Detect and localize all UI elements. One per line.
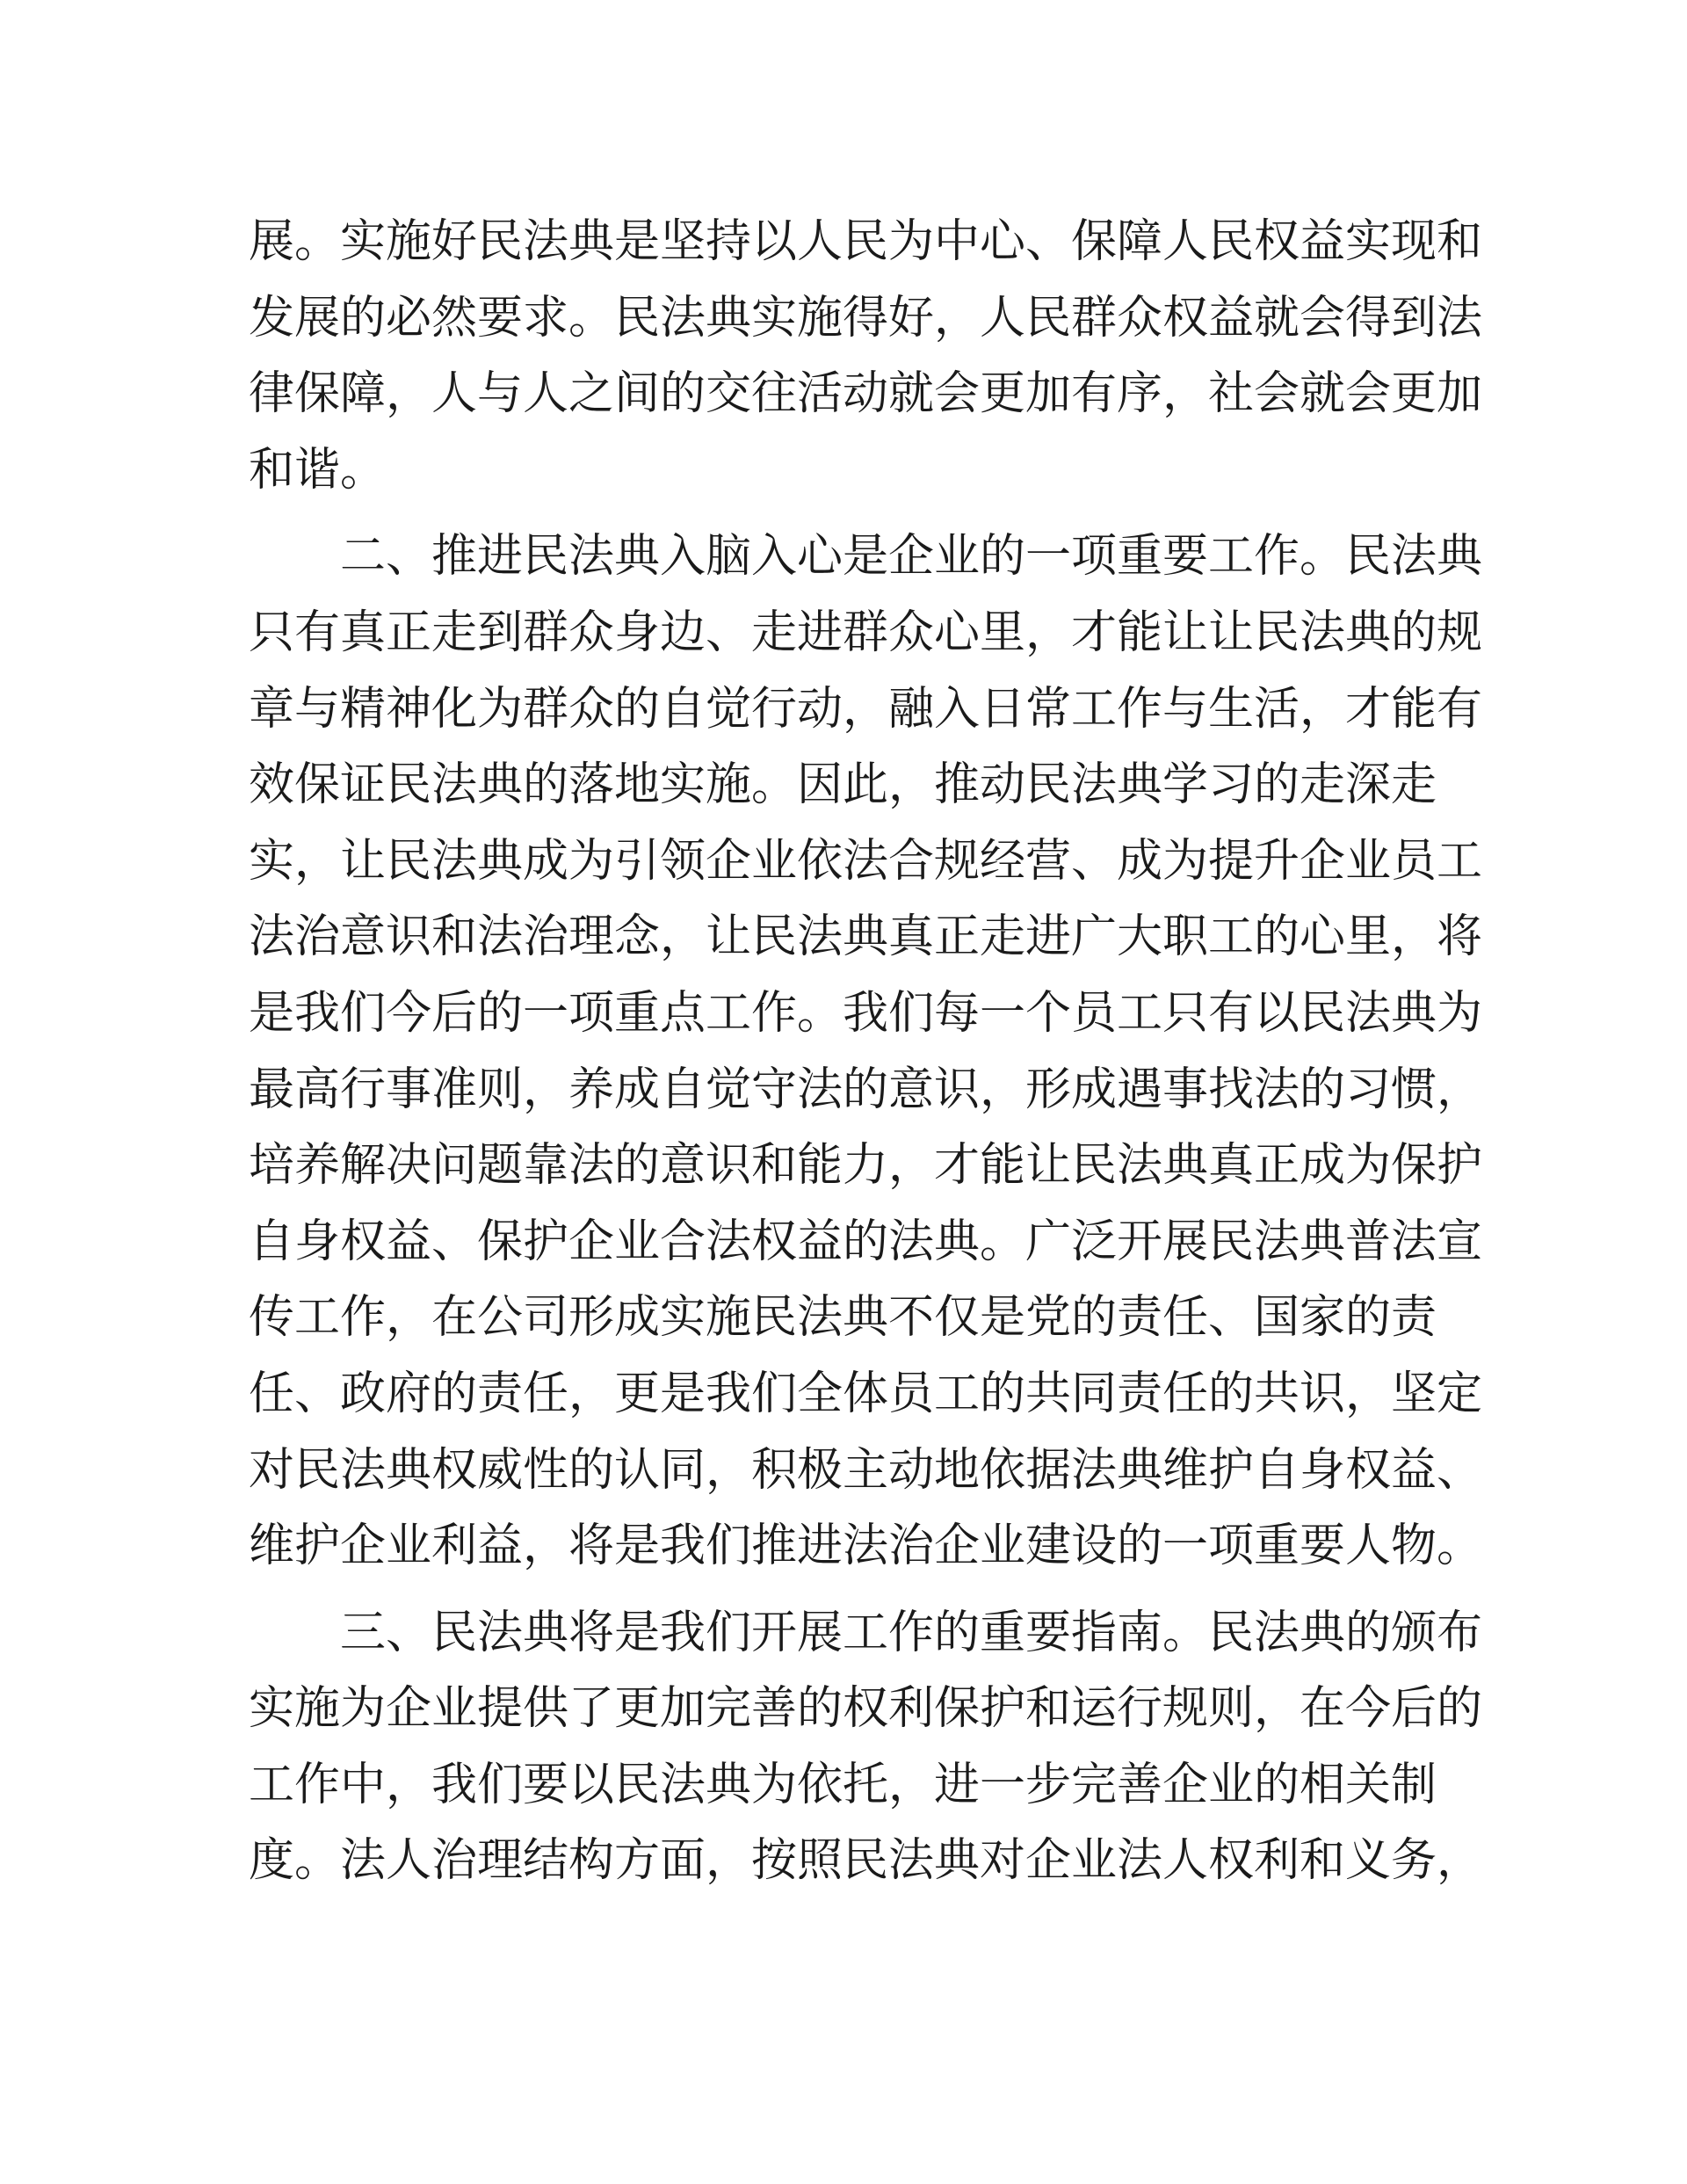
paragraph	[249, 1595, 1483, 1899]
text-line: 发展的必然要求。民法典实施得好，人民群众权益就会得到法	[249, 291, 1483, 345]
text-line: 是我们今后的一项重点工作。我们每一个员工只有以民法典为	[249, 986, 1483, 1040]
text-line: 自身权益、保护企业合法权益的法典。广泛开展民法典普法宣	[249, 1215, 1483, 1268]
text-line: 展。实施好民法典是坚持以人民为中心、保障人民权益实现和	[249, 215, 1483, 268]
paragraph-spacer	[249, 508, 1433, 519]
text-line: 三、民法典将是我们开展工作的重要指南。民法典的颁布	[340, 1606, 1483, 1659]
document-body	[249, 204, 1483, 1899]
text-line: 实施为企业提供了更加完善的权利保护和运行规则，在今后的	[249, 1682, 1483, 1736]
text-line: 维护企业利益，将是我们推进法治企业建设的一项重要人物。	[249, 1520, 1483, 1573]
paragraph	[249, 204, 1483, 508]
text-line: 章与精神化为群众的自觉行动，融入日常工作与生活，才能有	[249, 682, 1483, 736]
text-line: 实，让民法典成为引领企业依法合规经营、成为提升企业员工	[249, 834, 1483, 888]
paragraph	[249, 519, 1483, 1584]
text-line: 律保障，人与人之间的交往活动就会更加有序，社会就会更加	[249, 367, 1483, 421]
text-line: 只有真正走到群众身边、走进群众心里，才能让让民法典的规	[249, 606, 1483, 659]
paragraph-spacer	[249, 1585, 1433, 1595]
text-line: 二、推进民法典入脑入心是企业的一项重要工作。民法典	[340, 530, 1483, 584]
text-line: 最高行事准则，养成自觉守法的意识，形成遇事找法的习惯，	[249, 1063, 1483, 1116]
text-line: 培养解决问题靠法的意识和能力，才能让民法典真正成为保护	[249, 1139, 1483, 1193]
text-line: 效保证民法典的落地实施。因此，推动民法典学习的走深走	[249, 758, 1437, 812]
text-line: 和谐。	[249, 443, 387, 497]
text-line: 法治意识和法治理念，让民法典真正走进广大职工的心里，将	[249, 911, 1483, 964]
text-line: 任、政府的责任，更是我们全体员工的共同责任的共识，坚定	[249, 1367, 1483, 1420]
text-line: 对民法典权威性的认同，积极主动地依据法典维护自身权益、	[249, 1443, 1483, 1497]
text-line: 传工作，在公司形成实施民法典不仅是党的责任、国家的责	[249, 1291, 1437, 1345]
text-line: 度。法人治理结构方面，按照民法典对企业法人权利和义务，	[249, 1834, 1483, 1888]
text-line: 工作中，我们要以民法典为依托，进一步完善企业的相关制	[249, 1758, 1437, 1811]
